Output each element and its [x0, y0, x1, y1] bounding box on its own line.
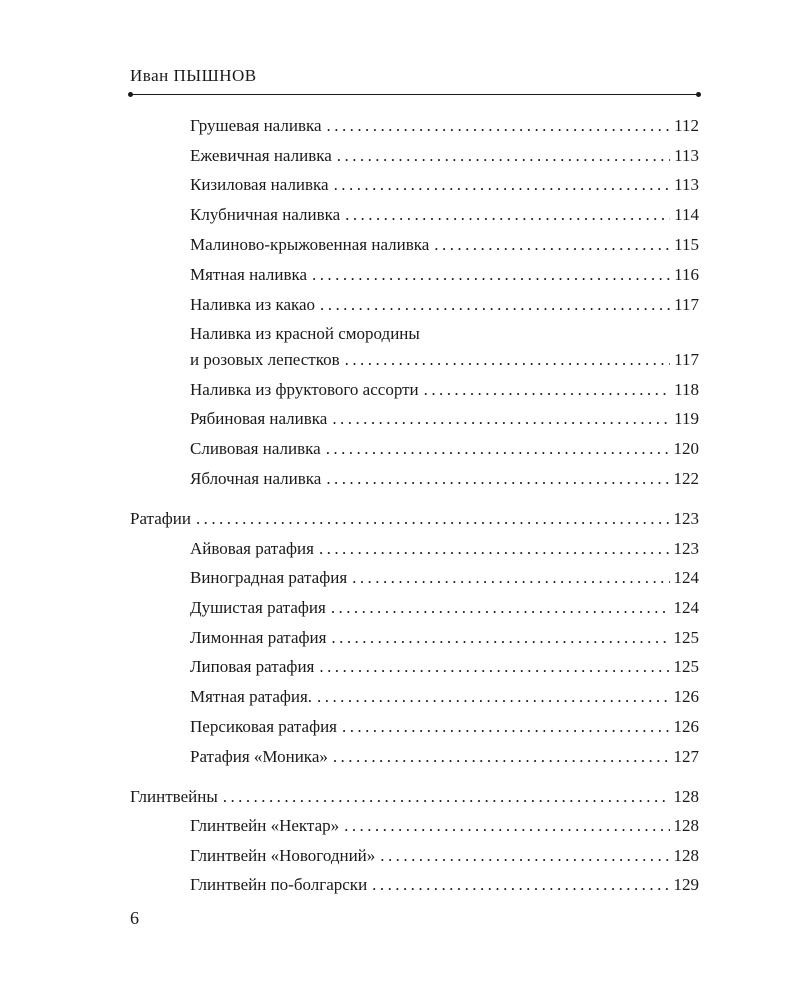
- toc-entry-page: 113: [674, 175, 699, 194]
- toc-leader-dots: [333, 746, 670, 768]
- toc-leader-dots: [434, 234, 670, 256]
- toc-entry-title: Рябиновая наливка: [190, 409, 328, 428]
- toc-leader-dots: [342, 716, 670, 738]
- toc-entry: [190, 567, 699, 589]
- toc-leader-dots: [337, 145, 670, 167]
- toc-entry-title: Яблочная наливка: [190, 469, 322, 488]
- toc-entry-page: 117: [674, 295, 699, 314]
- toc-entry: [190, 716, 699, 738]
- toc-entry: [190, 746, 699, 768]
- toc-entry: [190, 686, 699, 708]
- toc-entry-page: 116: [674, 265, 699, 284]
- toc-entry-title: Сливовая наливка: [190, 439, 321, 458]
- toc-leader-dots: [344, 815, 669, 837]
- toc-entry-title: Персиковая ратафия: [190, 717, 337, 736]
- toc-entry-title: Глинтвейн «Нектар»: [190, 816, 340, 835]
- toc-entry-page: 125: [673, 657, 699, 676]
- toc-entry-page: 114: [674, 205, 699, 224]
- toc-entry: [190, 656, 699, 678]
- toc-entry-page: 126: [673, 687, 699, 706]
- toc-entry-page: 120: [673, 439, 699, 458]
- toc-leader-dots: [326, 438, 670, 460]
- toc-section-page: 128: [673, 787, 699, 806]
- toc-entry: [190, 204, 699, 226]
- toc-entry-page: 124: [673, 598, 699, 617]
- toc-entry-title: Мятная ратафия.: [190, 687, 313, 706]
- toc-entry: [190, 115, 699, 137]
- toc-entry-page: 123: [673, 539, 699, 558]
- toc-entry: [190, 234, 699, 256]
- toc-entry-title: Наливка из какао: [190, 295, 316, 314]
- toc-entry: [190, 874, 699, 896]
- toc-entry-page: 115: [674, 235, 699, 254]
- toc-entry: [190, 349, 699, 371]
- toc-entry-title: Лимонная ратафия: [190, 628, 327, 647]
- toc-entry: [190, 845, 699, 867]
- toc-entry: [190, 294, 699, 316]
- toc-entry-title: Малиново-крыжовенная наливка: [190, 235, 430, 254]
- toc-leader-dots: [320, 294, 670, 316]
- toc-entry: [190, 815, 699, 837]
- toc-entry-page: 118: [674, 380, 699, 399]
- toc-entry-title: Ратафия «Моника»: [190, 747, 328, 766]
- toc-entry: [190, 408, 699, 430]
- toc-leader-dots: [345, 204, 670, 226]
- toc-entry: [190, 597, 699, 619]
- toc-entry-page: 128: [673, 816, 699, 835]
- toc-entry-page: 127: [673, 747, 699, 766]
- toc-entry-title-line1: Наливка из красной смородины: [190, 324, 420, 343]
- toc-leader-dots: [326, 468, 669, 490]
- toc-entry: [190, 468, 699, 490]
- toc-entry-page: 128: [673, 846, 699, 865]
- toc-entry-title: Мятная наливка: [190, 265, 308, 284]
- toc-leader-dots: [380, 845, 669, 867]
- toc-leader-dots: [223, 786, 670, 808]
- toc-entry-title: Наливка из фруктового ассорти: [190, 380, 419, 399]
- toc-entry-title: Клубничная наливка: [190, 205, 341, 224]
- toc-leader-dots: [319, 656, 669, 678]
- toc-entry-title: Грушевая наливка: [190, 116, 322, 135]
- toc-leader-dots: [332, 408, 670, 430]
- toc-leader-dots: [372, 874, 669, 896]
- toc-section-title: Глинтвейны: [130, 787, 218, 806]
- toc-entry-title: Глинтвейн по-болгарски: [190, 875, 368, 894]
- toc-leader-dots: [327, 115, 671, 137]
- toc-entry: [190, 264, 699, 286]
- toc-entry-page: 124: [673, 568, 699, 587]
- toc-entry-page: 119: [674, 409, 699, 428]
- toc-entry-title: Душистая ратафия: [190, 598, 326, 617]
- toc-entry-title: Виноградная ратафия: [190, 568, 348, 587]
- toc-entry: [190, 627, 699, 649]
- toc-leader-dots: [312, 264, 670, 286]
- running-header-author: Иван ПЫШНОВ: [130, 66, 257, 85]
- toc-section-title: Ратафии: [130, 509, 191, 528]
- toc-leader-dots: [317, 686, 669, 708]
- toc-entry-title: Кизиловая наливка: [190, 175, 329, 194]
- toc-leader-dots: [334, 174, 671, 196]
- toc-entry-title: Айвовая ратафия: [190, 539, 314, 558]
- toc-entry-page: 113: [674, 146, 699, 165]
- toc-section-entry: [130, 508, 699, 530]
- toc-leader-dots: [345, 349, 670, 371]
- toc-entry-title: Ежевичная наливка: [190, 146, 332, 165]
- toc-entry-page: 122: [673, 469, 699, 488]
- toc-leader-dots: [352, 567, 669, 589]
- toc-entry-title: Глинтвейн «Новогодний»: [190, 846, 376, 865]
- toc-entry-page: 125: [673, 628, 699, 647]
- page-number: 6: [130, 908, 139, 928]
- toc-entry-title: и розовых лепестков: [190, 350, 340, 369]
- toc-entry: [190, 438, 699, 460]
- toc-entry: [190, 145, 699, 167]
- toc-leader-dots: [196, 508, 670, 530]
- toc-entry-title: Липовая ратафия: [190, 657, 315, 676]
- header-rule: [130, 94, 699, 95]
- toc-leader-dots: [424, 379, 671, 401]
- toc-leader-dots: [331, 627, 669, 649]
- toc-entry-page: 112: [674, 116, 699, 135]
- toc-entry: [190, 174, 699, 196]
- toc-section-entry: [130, 786, 699, 808]
- toc-entry-page: 117: [674, 350, 699, 369]
- toc-section-page: 123: [673, 509, 699, 528]
- toc-leader-dots: [319, 538, 670, 560]
- toc-entry-page: 126: [673, 717, 699, 736]
- toc-entry: [190, 379, 699, 401]
- toc-entry: [190, 538, 699, 560]
- toc-entry-page: 129: [673, 875, 699, 894]
- toc-leader-dots: [331, 597, 670, 619]
